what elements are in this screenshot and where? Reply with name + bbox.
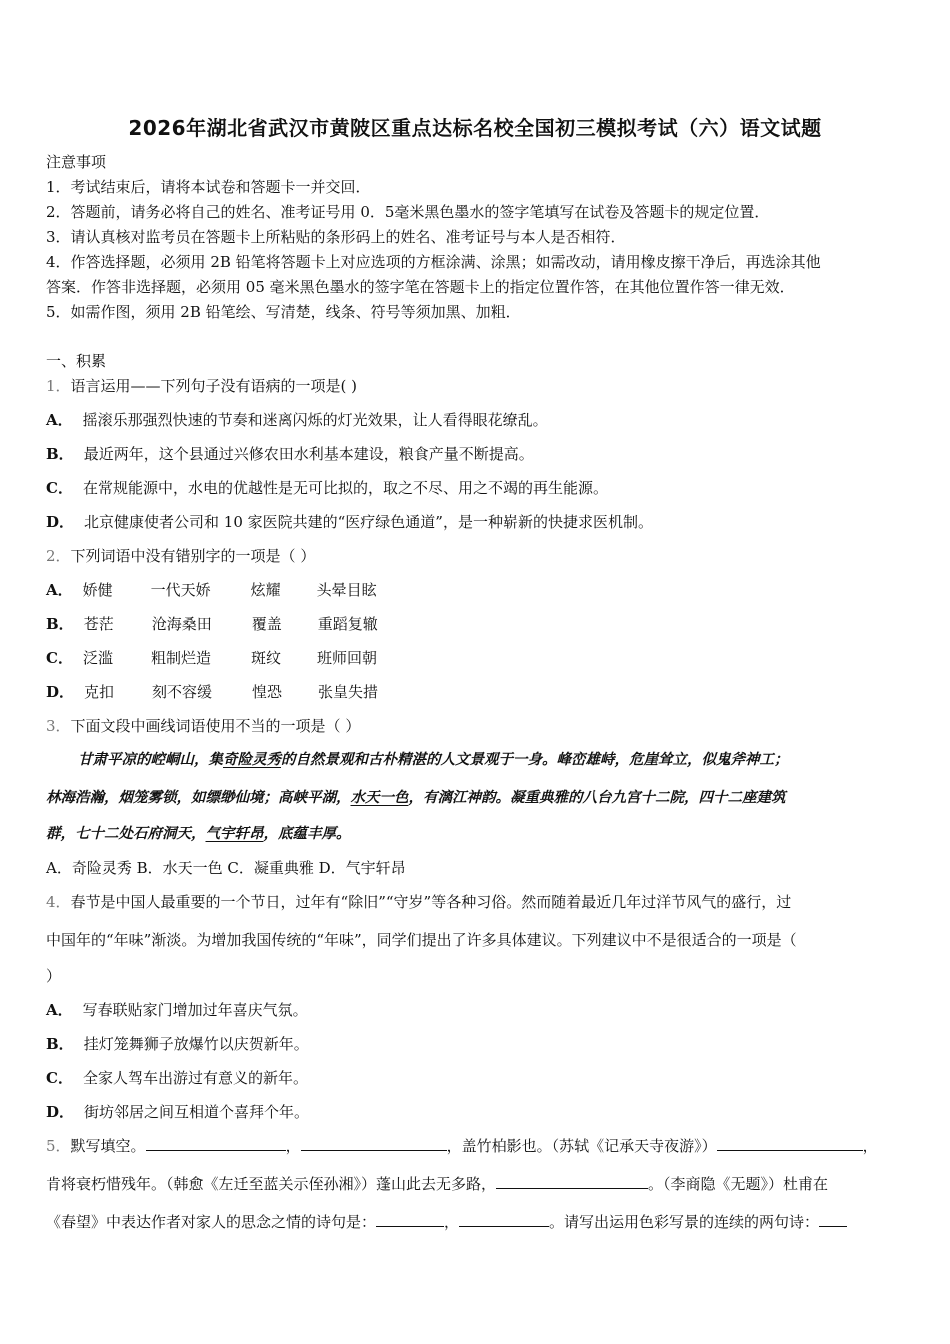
question-5-line <box>46 1136 878 1156</box>
option-word: 一代天娇 <box>150 581 211 599</box>
question-text: 。（李商隐《无题》）杜甫在 <box>648 1175 829 1193</box>
option-letter: A． <box>46 581 73 599</box>
option-text: 街坊邻居之间互相道个喜拜个年。 <box>84 1103 310 1121</box>
option-row <box>46 580 377 600</box>
notice-item: 4．作答选择题，必须用 2B 铅笔将答题卡上对应选项的方框涂满、涂黑；如需改动，请用橡皮擦干净后，再选涂其他 <box>46 253 821 271</box>
option-row <box>46 1068 308 1088</box>
passage-text: 凝重典雅 <box>510 789 568 806</box>
answer-blank[interactable] <box>146 1136 286 1151</box>
option-word: 头晕目眩 <box>316 581 377 599</box>
option-text: 写春联贴家门增加过年喜庆气氛。 <box>82 1001 308 1019</box>
option-word: 重蹈复辙 <box>317 615 378 633</box>
notice-item: 3．请认真核对监考员在答题卡上所粘贴的条形码上的姓名、准考证号与本人是否相符． <box>46 228 626 246</box>
option-word: 刻不容缓 <box>152 683 213 701</box>
page-title: 2026年湖北省武汉市黄陂区重点达标名校全国初三模拟考试（六）语文试题 <box>128 116 822 140</box>
option-row <box>46 648 377 668</box>
option-row <box>46 1034 309 1054</box>
question-4-stem-cont: ） <box>46 967 62 985</box>
option-text: 在常规能源中，水电的优越性是无可比拟的，取之不尽、用之不竭的再生能源。 <box>82 479 608 497</box>
question-text: 《春望》中表达作者对家人的思念之情的诗句是： <box>46 1213 377 1231</box>
option-letter: D． <box>46 513 75 531</box>
question-text: 。请写出运用色彩写景的连续的两句诗： <box>549 1213 820 1231</box>
passage-text: ，底蕴丰厚。 <box>263 825 351 842</box>
question-4-stem <box>46 892 791 912</box>
passage-text: 的八台九宫十二院，四十二座建筑 <box>568 789 786 806</box>
answer-blank[interactable] <box>717 1136 863 1151</box>
option-word: 沧海桑田 <box>151 615 212 633</box>
passage-line <box>46 824 351 844</box>
option-letter: B． <box>46 615 74 633</box>
question-text: 语言运用——下列句子没有语病的一项是( ) <box>70 377 358 395</box>
option-word: 惶恐 <box>252 683 283 701</box>
question-text: ， <box>444 1213 460 1231</box>
option-word: 斑纹 <box>250 649 281 667</box>
question-3-options: A．奇险灵秀 B．水天一色 C．凝重典雅 D．气宇轩昂 <box>46 859 406 877</box>
passage-text: 甘肃平凉的崆峒山，集 <box>78 751 223 768</box>
underlined-term: 气宇轩昂 <box>205 825 264 842</box>
passage-text: 林海浩瀚，烟笼雾锁，如缥缈仙境；高峡平湖， <box>46 789 351 806</box>
answer-blank[interactable] <box>819 1212 847 1227</box>
question-text: 下列词语中没有错别字的一项是（ ） <box>70 547 316 565</box>
question-1-stem <box>46 376 357 396</box>
option-row <box>46 1000 308 1020</box>
option-text: 全家人驾车出游过有意义的新年。 <box>82 1069 308 1087</box>
question-5-line <box>46 1212 847 1232</box>
option-letter: A． <box>46 1001 73 1019</box>
option-word: 炫耀 <box>250 581 281 599</box>
option-row <box>46 512 653 532</box>
option-word: 泛滥 <box>82 649 113 667</box>
question-text: ， <box>862 1137 878 1155</box>
answer-blank[interactable] <box>496 1174 648 1189</box>
answer-blank[interactable] <box>459 1212 549 1227</box>
option-word: 班师回朝 <box>316 649 377 667</box>
question-text: 默写填空。 <box>70 1137 146 1155</box>
option-text: 北京健康使者公司和 10 家医院共建的“医疗绿色通道”，是一种崭新的快捷求医机制。 <box>84 513 653 531</box>
option-row <box>46 444 534 464</box>
option-row <box>46 1102 309 1122</box>
question-number: 3． <box>46 717 71 735</box>
question-number: 2． <box>46 547 71 565</box>
passage-line <box>46 788 786 808</box>
option-letter: C． <box>46 1069 73 1087</box>
option-text: 挂灯笼舞狮子放爆竹以庆贺新年。 <box>83 1035 309 1053</box>
question-4-stem-cont: 中国年的“年味”渐淡。为增加我国传统的“年味”，同学们提出了许多具体建议。下列建议中不是很适合的一项是（ <box>46 931 797 949</box>
option-letter: C． <box>46 649 73 667</box>
notice-heading: 注意事项 <box>46 153 107 171</box>
option-letter: A． <box>46 411 73 429</box>
option-letter: D． <box>46 683 75 701</box>
option-word: 克扣 <box>84 683 115 701</box>
question-3-stem <box>46 716 360 736</box>
question-number: 5． <box>46 1137 71 1155</box>
option-word: 覆盖 <box>251 615 282 633</box>
underlined-term: 水天一色 <box>350 789 409 806</box>
section-heading: 一、积累 <box>46 352 107 370</box>
option-word: 粗制烂造 <box>150 649 211 667</box>
question-text: 肯将衰朽惜残年。（韩愈《左迁至蓝关示侄孙湘》）蓬山此去无多路， <box>46 1175 497 1193</box>
option-letter: C． <box>46 479 73 497</box>
option-word: 娇健 <box>82 581 113 599</box>
notice-item: 2．答题前，请务必将自己的姓名、准考证号用 0．5毫米黑色墨水的签字笔填写在试卷及答题卡的规定位置． <box>46 203 770 221</box>
question-5-line <box>46 1174 828 1194</box>
option-letter: B． <box>46 1035 74 1053</box>
question-text: ， <box>285 1137 301 1155</box>
passage-text: ，有漓江神韵。 <box>408 789 510 806</box>
passage-text: 群，七十二处石府洞天， <box>46 825 206 842</box>
question-text: 下面文段中画线词语使用不当的一项是（ ） <box>70 717 361 735</box>
option-letter: D． <box>46 1103 75 1121</box>
question-text: ，盖竹柏影也。（苏轼《记承天寺夜游》） <box>446 1137 717 1155</box>
option-text: 摇滚乐那强烈快速的节奏和迷离闪烁的灯光效果，让人看得眼花缭乱。 <box>82 411 548 429</box>
answer-blank[interactable] <box>376 1212 444 1227</box>
option-row <box>46 614 378 634</box>
option-row <box>46 682 378 702</box>
option-word: 苍茫 <box>83 615 114 633</box>
notice-item: 1．考试结束后，请将本试卷和答题卡一并交回． <box>46 178 371 196</box>
question-text: 春节是中国人最重要的一个节日，过年有“除旧”“守岁”等各种习俗。然而随着最近几年过洋节风气的盛行，过 <box>70 893 792 911</box>
option-row <box>46 478 608 498</box>
option-word: 张皇失措 <box>318 683 379 701</box>
underlined-term: 奇险灵秀 <box>223 751 281 768</box>
option-letter: B． <box>46 445 74 463</box>
question-number: 1． <box>46 377 71 395</box>
notice-item: 5．如需作图，须用 2B 铅笔绘、写清楚，线条、符号等须加黑、加粗． <box>46 303 521 321</box>
passage-line <box>78 750 789 770</box>
option-text: 最近两年，这个县通过兴修农田水利基本建设，粮食产量不断提高。 <box>83 445 534 463</box>
passage-text: 的自然景观和古朴精湛的人文景观于一身。峰峦雄峙，危崖耸立，似鬼斧神工； <box>281 751 789 768</box>
question-number: 4． <box>46 893 71 911</box>
option-row <box>46 410 548 430</box>
answer-blank[interactable] <box>301 1136 447 1151</box>
question-2-stem <box>46 546 315 566</box>
notice-item: 答案．作答非选择题，必须用 05 毫米黑色墨水的签字笔在答题卡上的指定位置作答，在其他位置作答一律无效． <box>46 278 795 296</box>
